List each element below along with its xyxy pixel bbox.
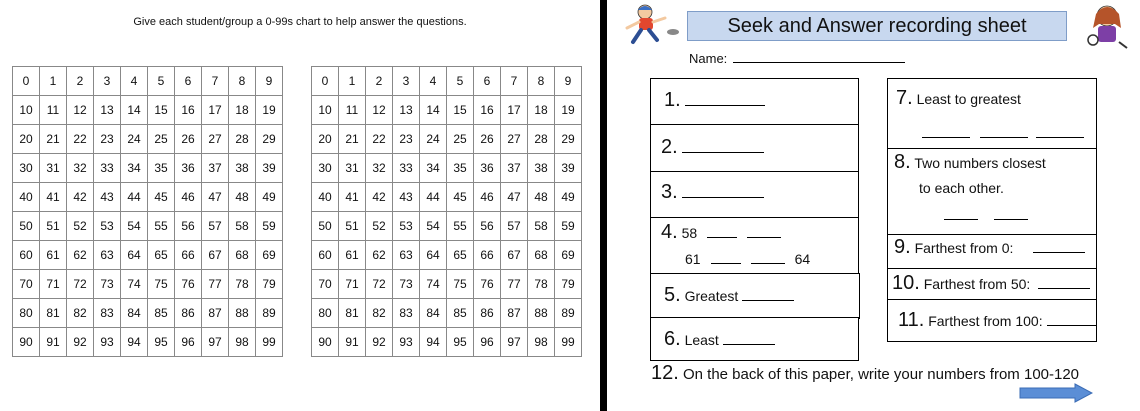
grid-cell: 58 (528, 212, 555, 241)
q4-start-b: 61 (685, 251, 701, 267)
grid-cell: 19 (256, 96, 283, 125)
grid-cell: 63 (393, 241, 420, 270)
grid-cell: 56 (474, 212, 501, 241)
grid-cell: 28 (528, 125, 555, 154)
grid-cell: 85 (447, 299, 474, 328)
grid-cell: 96 (474, 328, 501, 357)
grid-cell: 62 (67, 241, 94, 270)
grid-cell: 48 (229, 183, 256, 212)
q2-box (650, 124, 859, 173)
hundreds-chart-left (12, 66, 283, 357)
grid-cell: 27 (501, 125, 528, 154)
grid-cell: 14 (121, 96, 148, 125)
grid-cell: 0 (13, 67, 40, 96)
grid-cell: 5 (447, 67, 474, 96)
grid-cell: 65 (148, 241, 175, 270)
q4-start-a: 58 (681, 225, 698, 241)
name-field[interactable] (689, 51, 905, 66)
grid-row (13, 270, 283, 299)
grid-cell: 61 (40, 241, 67, 270)
grid-cell: 65 (447, 241, 474, 270)
grid-cell: 40 (312, 183, 339, 212)
q12-instruction (651, 362, 1079, 385)
q12-label: On the back of this paper, write your numbers from 100-120 (682, 366, 1080, 383)
q5-number: 5. (664, 284, 681, 306)
grid-cell: 69 (555, 241, 582, 270)
grid-cell: 59 (555, 212, 582, 241)
grid-row (13, 241, 283, 270)
grid-row (312, 96, 582, 125)
grid-cell: 83 (94, 299, 121, 328)
grid-row (13, 125, 283, 154)
q4-end: 64 (794, 251, 811, 267)
grid-cell: 48 (528, 183, 555, 212)
recording-sheet (607, 0, 1140, 411)
grid-cell: 34 (420, 154, 447, 183)
q6-label: Least (684, 332, 719, 348)
hundreds-chart-right (311, 66, 582, 357)
grid-cell: 91 (40, 328, 67, 357)
grid-cell: 26 (474, 125, 501, 154)
q4-number: 4. (661, 221, 678, 243)
grid-cell: 92 (366, 328, 393, 357)
grid-cell: 22 (366, 125, 393, 154)
grid-cell: 94 (121, 328, 148, 357)
grid-cell: 83 (393, 299, 420, 328)
grid-cell: 42 (67, 183, 94, 212)
grid-cell: 93 (94, 328, 121, 357)
grid-cell: 19 (555, 96, 582, 125)
grid-row (312, 154, 582, 183)
grid-cell: 77 (202, 270, 229, 299)
grid-cell: 60 (312, 241, 339, 270)
grid-cell: 42 (366, 183, 393, 212)
grid-cell: 95 (447, 328, 474, 357)
grid-cell: 88 (229, 299, 256, 328)
grid-cell: 15 (447, 96, 474, 125)
grid-row (312, 270, 582, 299)
grid-cell: 3 (94, 67, 121, 96)
grid-cell: 13 (94, 96, 121, 125)
grid-cell: 95 (148, 328, 175, 357)
grid-cell: 39 (256, 154, 283, 183)
grid-cell: 33 (94, 154, 121, 183)
grid-cell: 74 (420, 270, 447, 299)
grid-cell: 31 (40, 154, 67, 183)
grid-cell: 10 (312, 96, 339, 125)
grid-cell: 81 (40, 299, 67, 328)
grid-cell: 16 (175, 96, 202, 125)
grid-cell: 64 (121, 241, 148, 270)
grid-cell: 11 (339, 96, 366, 125)
grid-cell: 78 (528, 270, 555, 299)
q2-number: 2. (661, 136, 678, 158)
grid-cell: 92 (67, 328, 94, 357)
grid-cell: 8 (229, 67, 256, 96)
grid-cell: 99 (256, 328, 283, 357)
q5-box (650, 273, 860, 319)
grid-cell: 90 (312, 328, 339, 357)
grid-cell: 89 (555, 299, 582, 328)
grid-cell: 43 (94, 183, 121, 212)
grid-cell: 53 (393, 212, 420, 241)
grid-cell: 86 (474, 299, 501, 328)
grid-cell: 85 (148, 299, 175, 328)
grid-cell: 27 (202, 125, 229, 154)
grid-cell: 79 (256, 270, 283, 299)
grid-cell: 9 (555, 67, 582, 96)
grid-cell: 38 (229, 154, 256, 183)
q9-box (887, 234, 1097, 270)
grid-row (13, 154, 283, 183)
grid-cell: 44 (420, 183, 447, 212)
grid-cell: 97 (202, 328, 229, 357)
q8-box (887, 148, 1097, 236)
grid-cell: 32 (67, 154, 94, 183)
grid-row (13, 328, 283, 357)
grid-cell: 26 (175, 125, 202, 154)
grid-cell: 23 (393, 125, 420, 154)
grid-cell: 76 (474, 270, 501, 299)
q4-box (650, 217, 859, 275)
grid-row (312, 212, 582, 241)
grid-cell: 20 (312, 125, 339, 154)
grid-row (13, 299, 283, 328)
grid-cell: 81 (339, 299, 366, 328)
grid-cell: 62 (366, 241, 393, 270)
grid-cell: 49 (555, 183, 582, 212)
grid-cell: 54 (121, 212, 148, 241)
instruction-text: Give each student/group a 0-99s chart to help answer the questions. (133, 16, 467, 28)
grid-cell: 32 (366, 154, 393, 183)
grid-row (13, 183, 283, 212)
grid-cell: 46 (175, 183, 202, 212)
grid-cell: 6 (474, 67, 501, 96)
grid-cell: 16 (474, 96, 501, 125)
grid-cell: 98 (528, 328, 555, 357)
grid-row (312, 328, 582, 357)
grid-cell: 25 (148, 125, 175, 154)
grid-cell: 36 (175, 154, 202, 183)
grid-cell: 21 (339, 125, 366, 154)
grid-cell: 51 (40, 212, 67, 241)
q9-label: Farthest from 0: (914, 240, 1014, 256)
grid-cell: 54 (420, 212, 447, 241)
grid-cell: 55 (148, 212, 175, 241)
grid-cell: 18 (528, 96, 555, 125)
grid-cell: 63 (94, 241, 121, 270)
grid-cell: 64 (420, 241, 447, 270)
q3-box (650, 171, 859, 219)
grid-row (312, 183, 582, 212)
grid-cell: 15 (148, 96, 175, 125)
grid-cell: 77 (501, 270, 528, 299)
grid-cell: 58 (229, 212, 256, 241)
grid-cell: 82 (366, 299, 393, 328)
grid-cell: 31 (339, 154, 366, 183)
q8-number: 8. (894, 151, 911, 173)
grid-cell: 5 (148, 67, 175, 96)
grid-cell: 24 (121, 125, 148, 154)
grid-row (312, 241, 582, 270)
grid-cell: 89 (256, 299, 283, 328)
grid-cell: 45 (148, 183, 175, 212)
grid-cell: 29 (256, 125, 283, 154)
q8-label-line2: to each other. (919, 180, 1004, 196)
grid-cell: 80 (312, 299, 339, 328)
grid-cell: 25 (447, 125, 474, 154)
grid-cell: 2 (67, 67, 94, 96)
grid-cell: 37 (202, 154, 229, 183)
grid-cell: 40 (13, 183, 40, 212)
grid-cell: 68 (528, 241, 555, 270)
q7-box (887, 78, 1097, 150)
grid-cell: 52 (366, 212, 393, 241)
grid-cell: 78 (229, 270, 256, 299)
q3-number: 3. (661, 181, 678, 203)
grid-row (13, 212, 283, 241)
grid-cell: 29 (555, 125, 582, 154)
grid-row (13, 67, 283, 96)
grid-cell: 44 (121, 183, 148, 212)
grid-cell: 87 (501, 299, 528, 328)
grid-cell: 72 (366, 270, 393, 299)
grid-cell: 52 (67, 212, 94, 241)
grid-cell: 99 (555, 328, 582, 357)
grid-cell: 49 (256, 183, 283, 212)
grid-cell: 36 (474, 154, 501, 183)
grid-cell: 84 (420, 299, 447, 328)
grid-cell: 53 (94, 212, 121, 241)
searching-girl-icon (1079, 2, 1135, 52)
grid-cell: 67 (501, 241, 528, 270)
grid-cell: 93 (393, 328, 420, 357)
q9-number: 9. (894, 236, 911, 258)
q7-label: Least to greatest (916, 91, 1021, 107)
grid-cell: 56 (175, 212, 202, 241)
grid-cell: 35 (148, 154, 175, 183)
grid-cell: 98 (229, 328, 256, 357)
grid-cell: 73 (94, 270, 121, 299)
grid-cell: 37 (501, 154, 528, 183)
grid-cell: 84 (121, 299, 148, 328)
grid-cell: 79 (555, 270, 582, 299)
grid-cell: 10 (13, 96, 40, 125)
grid-cell: 20 (13, 125, 40, 154)
grid-cell: 51 (339, 212, 366, 241)
grid-cell: 60 (13, 241, 40, 270)
grid-cell: 75 (148, 270, 175, 299)
grid-row (312, 67, 582, 96)
grid-cell: 70 (312, 270, 339, 299)
grid-cell: 12 (67, 96, 94, 125)
grid-cell: 91 (339, 328, 366, 357)
grid-cell: 74 (121, 270, 148, 299)
grid-cell: 38 (528, 154, 555, 183)
q5-label: Greatest (684, 288, 739, 304)
q12-number: 12. (651, 362, 679, 384)
q1-box (650, 78, 859, 126)
grid-cell: 47 (202, 183, 229, 212)
q10-number: 10. (892, 272, 920, 294)
grid-cell: 66 (474, 241, 501, 270)
grid-cell: 72 (67, 270, 94, 299)
grid-cell: 34 (121, 154, 148, 183)
grid-cell: 1 (339, 67, 366, 96)
grid-cell: 14 (420, 96, 447, 125)
page-divider (600, 0, 607, 411)
grid-cell: 82 (67, 299, 94, 328)
grid-cell: 41 (40, 183, 67, 212)
grid-cell: 59 (256, 212, 283, 241)
grid-cell: 6 (175, 67, 202, 96)
grid-cell: 8 (528, 67, 555, 96)
grid-cell: 2 (366, 67, 393, 96)
grid-cell: 57 (501, 212, 528, 241)
grid-cell: 1 (40, 67, 67, 96)
grid-cell: 57 (202, 212, 229, 241)
grid-cell: 69 (256, 241, 283, 270)
grid-cell: 55 (447, 212, 474, 241)
grid-cell: 50 (13, 212, 40, 241)
running-kid-icon (615, 2, 685, 46)
grid-cell: 71 (339, 270, 366, 299)
grid-cell: 12 (366, 96, 393, 125)
grid-row (312, 299, 582, 328)
q10-q11-box (887, 268, 1097, 342)
grid-cell: 35 (447, 154, 474, 183)
grid-cell: 7 (202, 67, 229, 96)
grid-cell: 11 (40, 96, 67, 125)
grid-cell: 13 (393, 96, 420, 125)
grid-row (13, 96, 283, 125)
grid-cell: 22 (67, 125, 94, 154)
grid-cell: 50 (312, 212, 339, 241)
grid-row (312, 125, 582, 154)
grid-cell: 28 (229, 125, 256, 154)
grid-cell: 46 (474, 183, 501, 212)
grid-cell: 71 (40, 270, 67, 299)
name-label: Name: (689, 51, 728, 66)
grid-cell: 94 (420, 328, 447, 357)
grid-cell: 4 (420, 67, 447, 96)
grid-cell: 86 (175, 299, 202, 328)
grid-cell: 66 (175, 241, 202, 270)
grid-cell: 80 (13, 299, 40, 328)
grid-cell: 75 (447, 270, 474, 299)
grid-cell: 17 (501, 96, 528, 125)
grid-cell: 33 (393, 154, 420, 183)
grid-cell: 0 (312, 67, 339, 96)
grid-cell: 67 (202, 241, 229, 270)
q11-number: 11. (898, 309, 925, 331)
grid-cell: 9 (256, 67, 283, 96)
q6-box (650, 317, 859, 361)
grid-cell: 39 (555, 154, 582, 183)
grid-cell: 3 (393, 67, 420, 96)
grid-cell: 24 (420, 125, 447, 154)
q8-label-line1: Two numbers closest (914, 155, 1046, 171)
q10-label: Farthest from 50: (923, 276, 1031, 292)
grid-cell: 21 (40, 125, 67, 154)
q1-number: 1. (664, 89, 681, 111)
sheet-title: Seek and Answer recording sheet (687, 11, 1067, 41)
grid-cell: 17 (202, 96, 229, 125)
grid-cell: 88 (528, 299, 555, 328)
grid-cell: 18 (229, 96, 256, 125)
grid-cell: 7 (501, 67, 528, 96)
grid-cell: 23 (94, 125, 121, 154)
grid-cell: 4 (121, 67, 148, 96)
grid-cell: 68 (229, 241, 256, 270)
q6-number: 6. (664, 328, 681, 350)
grid-cell: 96 (175, 328, 202, 357)
grid-cell: 41 (339, 183, 366, 212)
grid-cell: 90 (13, 328, 40, 357)
q11-label: Farthest from 100: (928, 313, 1043, 329)
grid-cell: 47 (501, 183, 528, 212)
q7-number: 7. (896, 87, 913, 109)
grid-cell: 70 (13, 270, 40, 299)
grid-cell: 87 (202, 299, 229, 328)
grid-cell: 61 (339, 241, 366, 270)
arrow-right-icon (1019, 383, 1093, 403)
grid-cell: 45 (447, 183, 474, 212)
grid-cell: 97 (501, 328, 528, 357)
grid-cell: 73 (393, 270, 420, 299)
grid-cell: 30 (13, 154, 40, 183)
grid-cell: 30 (312, 154, 339, 183)
grid-cell: 43 (393, 183, 420, 212)
grid-cell: 76 (175, 270, 202, 299)
